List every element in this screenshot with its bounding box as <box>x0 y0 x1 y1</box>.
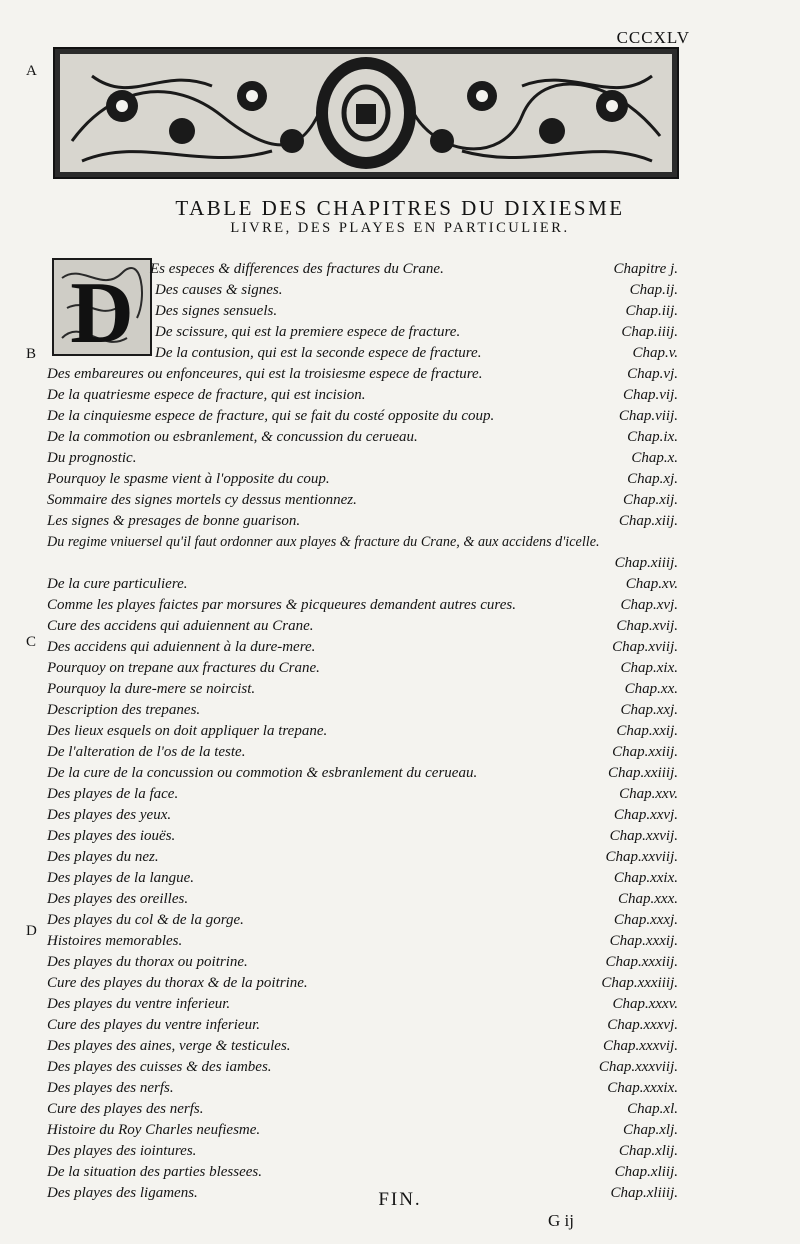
entry-label: Du prognostic. <box>47 450 137 466</box>
list-item <box>0 448 800 469</box>
entry-chapter: Chap.x. <box>631 450 678 466</box>
entry-chapter: Chap.xx. <box>624 681 678 697</box>
entry-label: Des playes des cuisses & des iambes. <box>47 1059 272 1075</box>
entry-label: Des accidens qui aduiennent à la dure-mere. <box>47 639 316 655</box>
entry-chapter: Chap.xxxv. <box>612 996 678 1012</box>
entry-chapter: Chap.xvj. <box>620 597 678 613</box>
entry-label: De la commotion ou esbranlement, & concussion du cerueau. <box>47 429 418 445</box>
list-item <box>0 427 800 448</box>
entry-chapter: Chap.xlij. <box>618 1143 678 1159</box>
entry-label: Pourquoy le spasme vient à l'opposite du coup. <box>47 471 330 487</box>
entry-chapter: Chap.xviij. <box>612 639 678 655</box>
entry-label: Les signes & presages de bonne guarison. <box>47 513 301 529</box>
list-item <box>0 1057 800 1078</box>
entry-chapter: Chap.iiij. <box>621 324 678 340</box>
list-item <box>0 1120 800 1141</box>
list-item <box>0 406 800 427</box>
entry-chapter: Chap.viij. <box>618 408 678 424</box>
margin-letter-a: A <box>26 63 37 79</box>
entry-label: Comme les playes faictes par morsures & picqueures demandent autres cures. <box>47 597 516 613</box>
list-item <box>0 595 800 616</box>
entry-chapter: Chap.xliij. <box>614 1164 678 1180</box>
entry-chapter: Chap.xxviij. <box>605 849 678 865</box>
list-item <box>0 385 800 406</box>
entry-label: Des playes du thorax ou poitrine. <box>47 954 248 970</box>
entry-label: Es especes & differences des fractures du Crane. <box>150 261 444 277</box>
entry-label: Cure des playes du ventre inferieur. <box>47 1017 261 1033</box>
list-item <box>0 700 800 721</box>
entry-chapter: Chap.xxv. <box>619 786 678 802</box>
entry-chapter: Chap.xxiij. <box>612 744 678 760</box>
list-item <box>0 868 800 889</box>
entry-chapter: Chap.ix. <box>627 429 678 445</box>
entry-chapter: Chap.xxxiij. <box>605 954 678 970</box>
entry-chapter: Chap.xl. <box>627 1101 678 1117</box>
entry-label: Des lieux esquels on doit appliquer la trepane. <box>47 723 328 739</box>
margin-letter-d: D <box>26 923 37 939</box>
entry-label: Des playes du nez. <box>47 849 159 865</box>
list-item <box>0 322 800 343</box>
list-item <box>0 658 800 679</box>
entry-chapter: Chap.xxvij. <box>609 828 678 844</box>
list-item <box>0 574 800 595</box>
list-item <box>0 469 800 490</box>
entry-chapter: Chap.xliiij. <box>610 1185 678 1201</box>
entry-label: Cure des playes des nerfs. <box>47 1101 204 1117</box>
list-item <box>0 826 800 847</box>
entry-label: Des playes des oreilles. <box>47 891 189 907</box>
entry-label: Des playes de la face. <box>47 786 179 802</box>
entry-chapter: Chap.xvij. <box>616 618 678 634</box>
entry-label: Du regime vniuersel qu'il faut ordonner aux playes & fracture du Crane, & aux accidens d'icelle. <box>47 534 600 550</box>
list-item <box>0 910 800 931</box>
entry-label: Pourquoy on trepane aux fractures du Crane. <box>47 660 320 676</box>
entry-label: Des playes du col & de la gorge. <box>47 912 244 928</box>
entry-chapter: Chap.xxxiiij. <box>601 975 678 991</box>
entry-chapter: Chap.v. <box>632 345 678 361</box>
entry-chapter: Chap.xxij. <box>616 723 678 739</box>
list-item <box>0 616 800 637</box>
entry-label: Des playes du ventre inferieur. <box>47 996 231 1012</box>
list-item <box>0 931 800 952</box>
ornamental-headpiece <box>52 46 680 180</box>
list-item <box>0 889 800 910</box>
list-item <box>0 259 800 280</box>
entry-chapter: Chap.iij. <box>625 303 678 319</box>
entry-chapter: Chap.xxj. <box>620 702 678 718</box>
entry-label: De la cure particuliere. <box>47 576 188 592</box>
list-item <box>0 343 800 364</box>
list-item <box>0 742 800 763</box>
entry-chapter: Chap.xxx. <box>618 891 678 907</box>
entry-chapter: Chap.xlj. <box>623 1122 678 1138</box>
list-item <box>0 994 800 1015</box>
entry-label: Des playes des yeux. <box>47 807 172 823</box>
entry-chapter: Chap.xxix. <box>613 870 678 886</box>
list-item <box>0 511 800 532</box>
entry-label: Des causes & signes. <box>155 282 283 298</box>
entry-chapter: Chap.xxxix. <box>607 1080 678 1096</box>
entry-label: Histoires memorables. <box>47 933 183 949</box>
list-item <box>0 805 800 826</box>
entry-label: De la situation des parties blessees. <box>47 1164 262 1180</box>
entry-chapter: Chap.ij. <box>629 282 678 298</box>
entry-label: De la quatriesme espece de fracture, qui est incision. <box>47 387 366 403</box>
entry-chapter: Chap.xj. <box>627 471 678 487</box>
list-item <box>0 301 800 322</box>
list-item <box>0 763 800 784</box>
entry-label: Des embareures ou enfonceures, qui est la troisiesme espece de fracture. <box>47 366 483 382</box>
margin-letter-c: C <box>26 634 37 650</box>
table-subtitle: LIVRE, DES PLAYES EN PARTICULIER. <box>230 220 570 236</box>
entry-label: Cure des playes du thorax & de la poitrine. <box>47 975 308 991</box>
entry-chapter: Chap.xxvj. <box>613 807 678 823</box>
list-item <box>0 1162 800 1183</box>
svg-text:D: D <box>70 265 134 356</box>
entry-label: Cure des accidens qui aduiennent au Crane. <box>47 618 314 634</box>
table-title: TABLE DES CHAPITRES DU DIXIESME <box>175 196 625 220</box>
entry-label: Des playes des nerfs. <box>47 1080 174 1096</box>
entry-label: De scissure, qui est la premiere espece de fracture. <box>155 324 461 340</box>
entry-chapter: Chap.xxxvij. <box>603 1038 678 1054</box>
list-item <box>0 280 800 301</box>
entry-label: Histoire du Roy Charles neufiesme. <box>47 1122 261 1138</box>
entry-chapter: Chap.xix. <box>620 660 678 676</box>
entry-chapter: Chapitre j. <box>613 261 678 277</box>
list-item <box>0 973 800 994</box>
entry-label: Pourquoy la dure-mere se noircist. <box>47 681 256 697</box>
entry-chapter: Chap.xxxvj. <box>607 1017 678 1033</box>
closing-fin: FIN. <box>378 1189 422 1210</box>
page-number: CCCXLV <box>616 28 690 47</box>
list-item <box>0 364 800 385</box>
entry-chapter: Chap.vij. <box>623 387 678 403</box>
entry-label: Des playes des iouës. <box>47 828 176 844</box>
entry-chapter: Chap.vj. <box>627 366 678 382</box>
list-item <box>0 1141 800 1162</box>
entry-chapter: Chap.xiij. <box>618 513 678 529</box>
list-item <box>0 847 800 868</box>
entry-label: Sommaire des signes mortels cy dessus mentionnez. <box>47 492 357 508</box>
entry-label: Des playes des aines, verge & testicules. <box>47 1038 291 1054</box>
list-item <box>0 952 800 973</box>
entry-chapter: Chap.xxiiij. <box>608 765 678 781</box>
list-item <box>0 490 800 511</box>
signature-mark: G ij <box>548 1211 574 1230</box>
entry-chapter: Chap.xiiij. <box>614 555 678 571</box>
list-item <box>0 721 800 742</box>
list-item <box>0 784 800 805</box>
entry-label: De la contusion, qui est la seconde espece de fracture. <box>155 345 482 361</box>
entry-chapter: Chap.xxxj. <box>613 912 678 928</box>
list-item <box>0 1078 800 1099</box>
list-item <box>0 637 800 658</box>
entry-label: Des playes des iointures. <box>47 1143 197 1159</box>
list-item <box>0 1015 800 1036</box>
list-item <box>0 1099 800 1120</box>
entry-label: Description des trepanes. <box>47 702 201 718</box>
list-item <box>0 679 800 700</box>
list-item <box>0 1036 800 1057</box>
entry-chapter: Chap.xxxij. <box>609 933 678 949</box>
margin-letter-b: B <box>26 346 37 362</box>
entry-label: De l'alteration de l'os de la teste. <box>47 744 246 760</box>
entry-label: De la cinquiesme espece de fracture, qui se fait du costé opposite du coup. <box>47 408 495 424</box>
entry-label: Des signes sensuels. <box>155 303 278 319</box>
entry-label: Des playes de la langue. <box>47 870 195 886</box>
entry-chapter: Chap.xxxviij. <box>598 1059 678 1075</box>
entry-chapter: Chap.xv. <box>625 576 678 592</box>
entry-label: De la cure de la concussion ou commotion & esbranlement du cerueau. <box>47 765 478 781</box>
list-item <box>0 553 800 574</box>
entry-label: Des playes des ligamens. <box>47 1185 198 1201</box>
entry-chapter: Chap.xij. <box>623 492 678 508</box>
list-item <box>0 532 800 553</box>
